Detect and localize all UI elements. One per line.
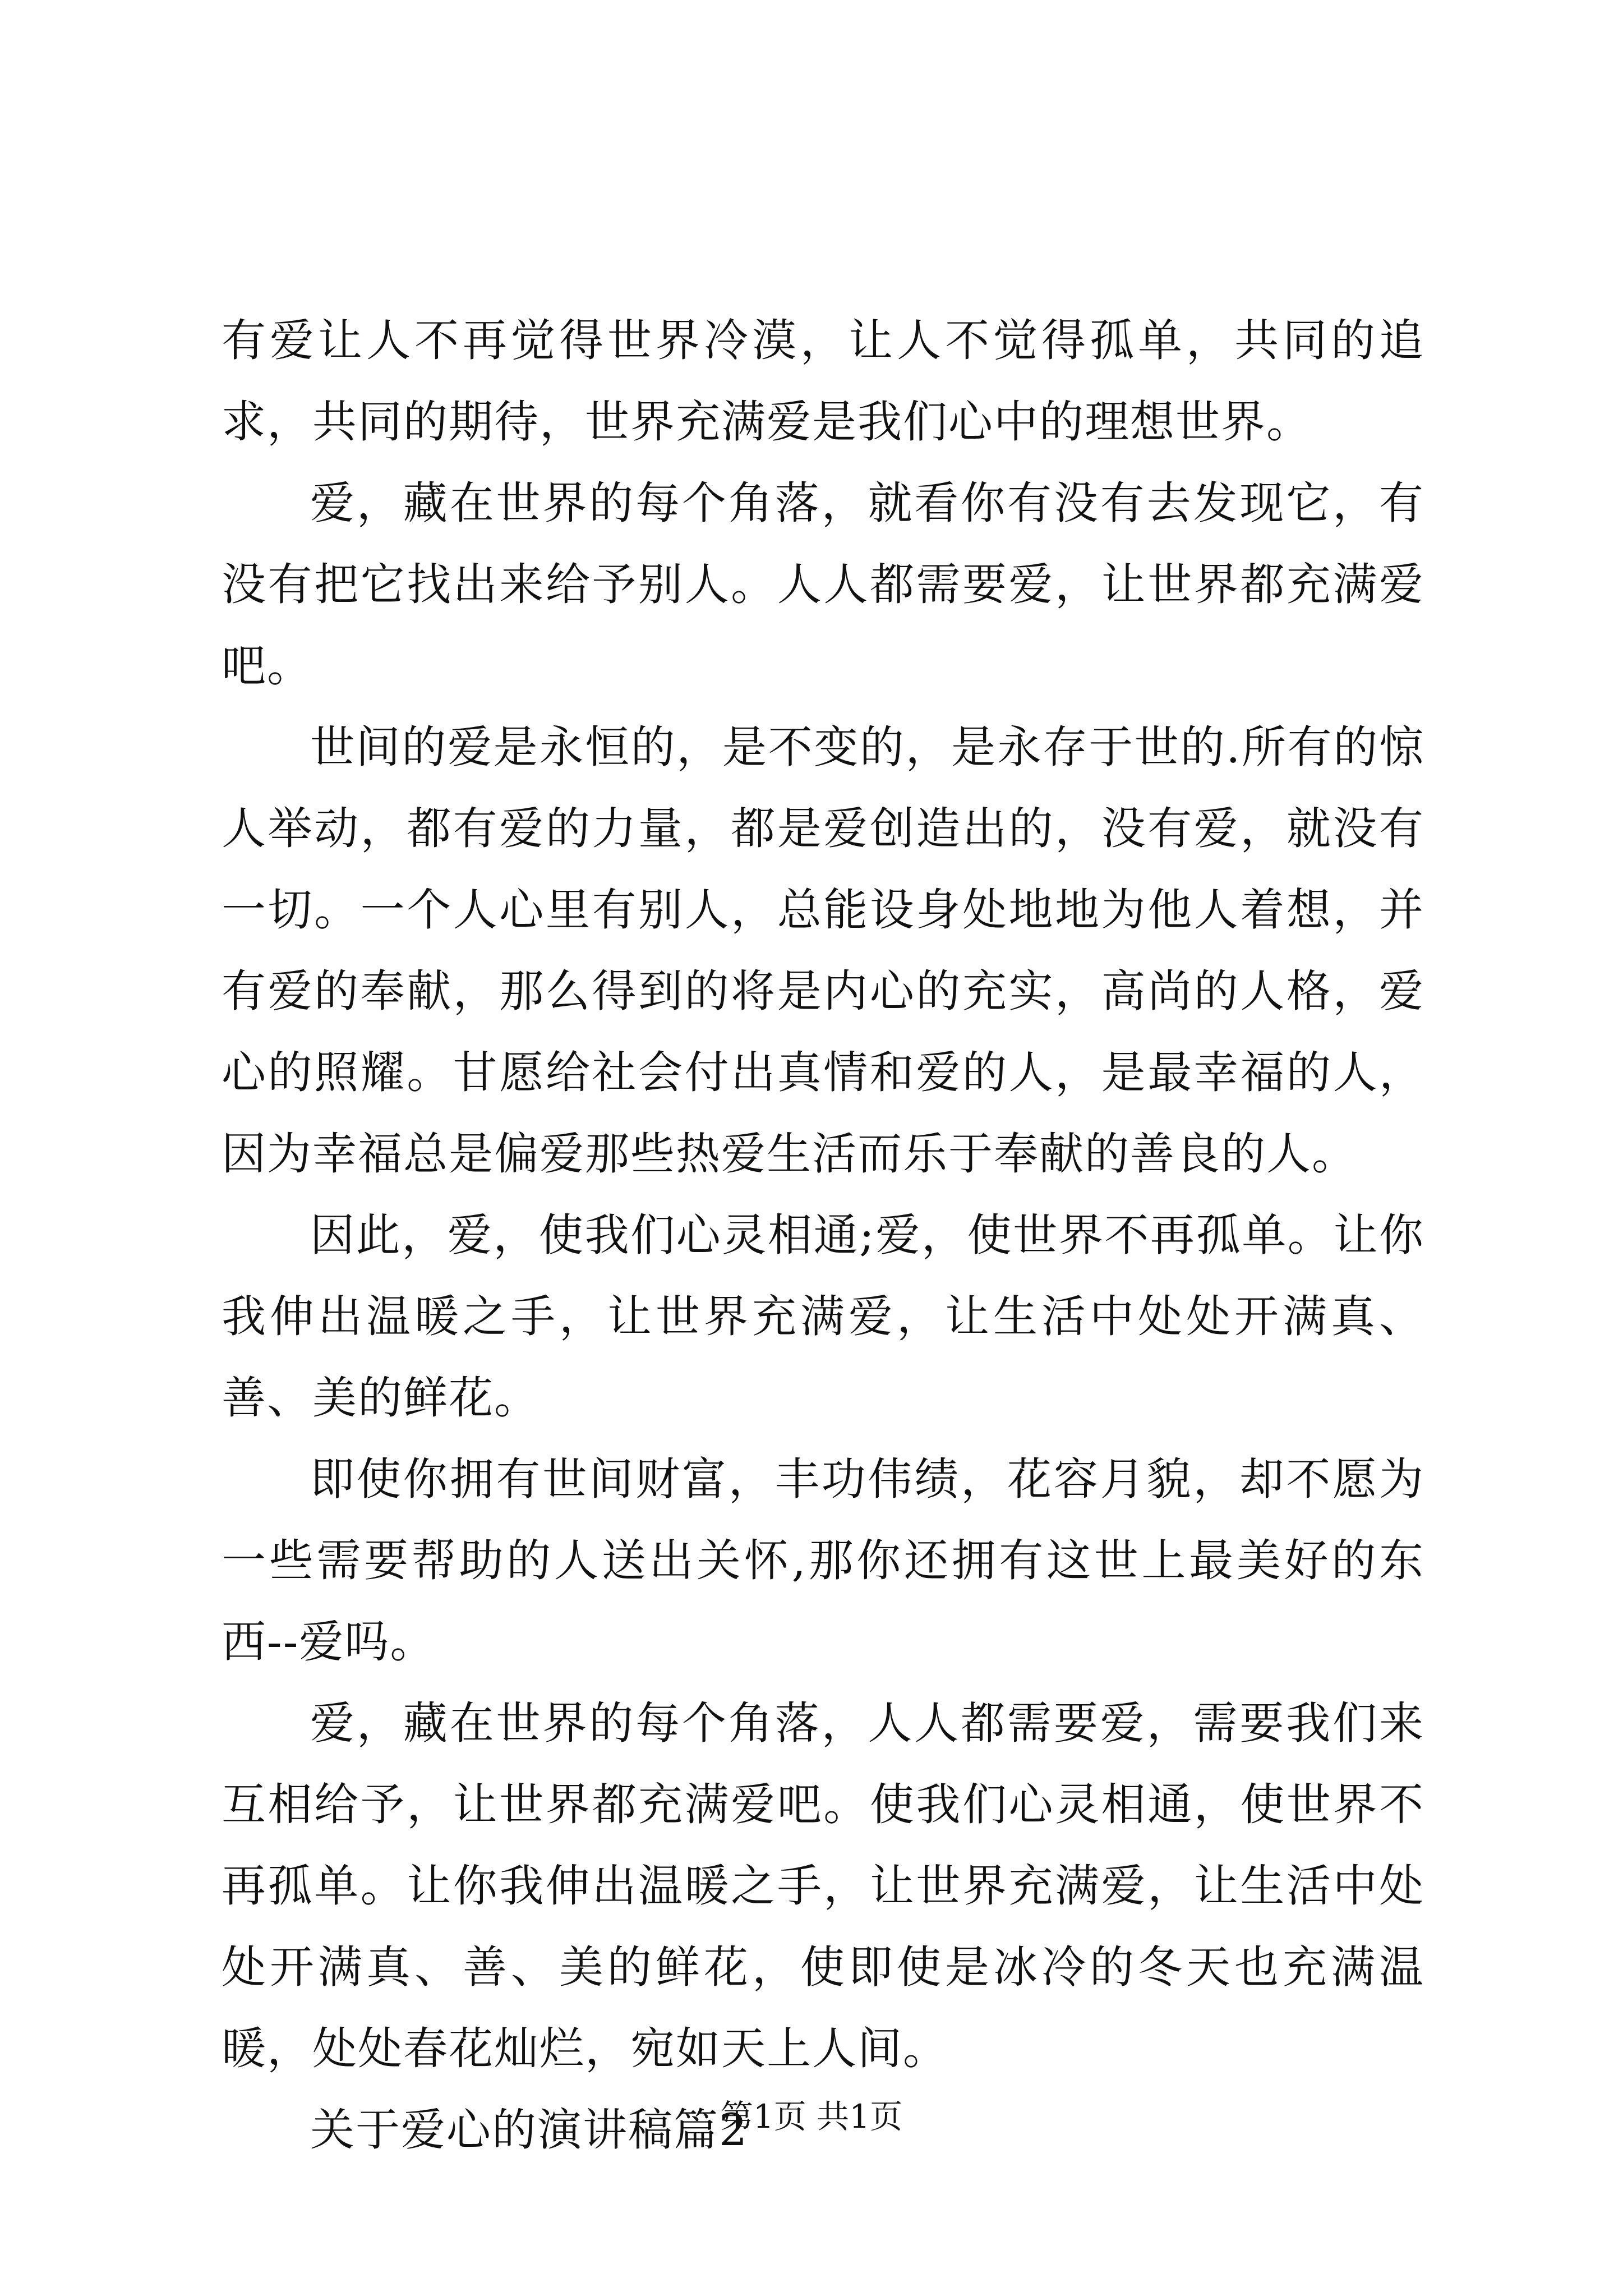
paragraph-1: 有爱让人不再觉得世界冷漠，让人不觉得孤单，共同的追求，共同的期待，世界充满爱是我们心中的理想世界。 [222,315,1424,448]
paragraph-5: 即使你拥有世间财富，丰功伟绩，花容月貌，却不愿为一些需要帮助的人送出关怀,那你还拥有这世上最美好的东西--爱吗。 [222,1453,1424,1668]
paragraph-3: 世间的爱是永恒的，是不变的，是永存于世的.所有的惊人举动，都有爱的力量，都是爱创造出的，没有爱，就没有一切。一个人心里有别人，总能设身处地地为他人着想，并有爱的奉献，那么得到的将是内心的充实，高尚的人格，爱心的照耀。甘愿给社会付出真情和爱的人，是最幸福的人，因为幸福总是偏爱那些热爱生活而乐于奉献的善良的人。 [222,721,1424,1180]
paragraph-2: 爱，藏在世界的每个角落，就看你有没有去发现它，有没有把它找出来给予别人。人人都需要爱，让世界都充满爱吧。 [222,477,1424,692]
section-heading: 关于爱心的演讲稿篇2 [310,2104,749,2156]
document-body [222,300,1424,2171]
paragraph-6: 爱，藏在世界的每个角落，人人都需要爱，需要我们来互相给予，让世界都充满爱吧。使我们心灵相通，使世界不再孤单。让你我伸出温暖之手，让世界充满爱，让生活中处处开满真、善、美的鲜花，使即使是冰冷的冬天也充满温暖，处处春花灿烂，宛如天上人间。 [222,1697,1424,2074]
paragraph-4: 因此，爱，使我们心灵相通;爱，使世界不再孤单。让你我伸出温暖之手，让世界充满爱，让生活中处处开满真、善、美的鲜花。 [222,1209,1424,1424]
page-footer: 第1页 共1页 [720,2097,903,2136]
